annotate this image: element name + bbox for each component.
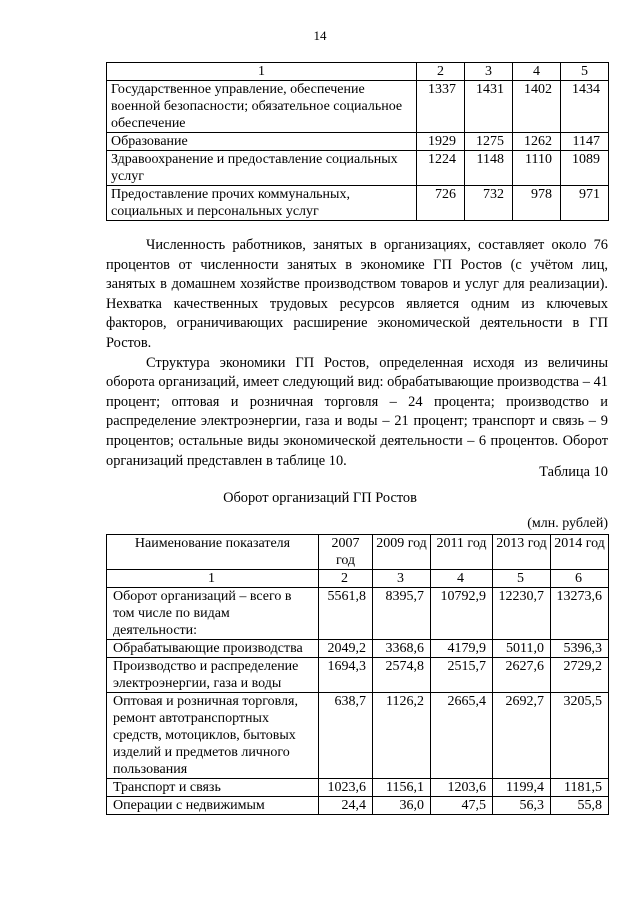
row-label: Оптовая и розничная торговля, ремонт автотранспортных средств, мотоциклов, бытовых изделий и предметов личного пользования bbox=[107, 693, 319, 779]
cell-value: 1224 bbox=[417, 151, 465, 186]
cell-value: 2692,7 bbox=[493, 693, 551, 779]
header-cell: 5 bbox=[561, 63, 609, 81]
header-cell: 2011 год bbox=[431, 535, 493, 570]
cell-value: 1089 bbox=[561, 151, 609, 186]
table-turnover bbox=[106, 534, 609, 815]
table-index-row bbox=[107, 570, 609, 588]
row-label: Оборот организаций – всего в том числе по видам деятельности: bbox=[107, 588, 319, 640]
cell-value: 1147 bbox=[561, 133, 609, 151]
cell-value: 971 bbox=[561, 186, 609, 221]
cell-value: 24,4 bbox=[319, 797, 373, 815]
cell-value: 978 bbox=[513, 186, 561, 221]
index-cell: 3 bbox=[373, 570, 431, 588]
table-row bbox=[107, 588, 609, 640]
cell-value: 5396,3 bbox=[551, 640, 609, 658]
cell-value: 2574,8 bbox=[373, 658, 431, 693]
cell-value: 2729,2 bbox=[551, 658, 609, 693]
header-cell: 2007 год bbox=[319, 535, 373, 570]
row-label: Операции с недвижимым bbox=[107, 797, 319, 815]
table-header-row bbox=[107, 535, 609, 570]
table-row bbox=[107, 779, 609, 797]
table-row bbox=[107, 797, 609, 815]
cell-value: 2515,7 bbox=[431, 658, 493, 693]
cell-value: 8395,7 bbox=[373, 588, 431, 640]
table-title: Оборот организаций ГП Ростов bbox=[223, 490, 417, 506]
cell-value: 638,7 bbox=[319, 693, 373, 779]
table-row bbox=[107, 151, 609, 186]
header-cell: 2014 год bbox=[551, 535, 609, 570]
index-cell: 4 bbox=[431, 570, 493, 588]
table-employment bbox=[106, 62, 609, 221]
cell-value: 1434 bbox=[561, 81, 609, 133]
cell-value: 4179,9 bbox=[431, 640, 493, 658]
cell-value: 2627,6 bbox=[493, 658, 551, 693]
row-label: Здравоохранение и предоставление социальных услуг bbox=[107, 151, 417, 186]
table-row bbox=[107, 640, 609, 658]
cell-value: 1431 bbox=[465, 81, 513, 133]
table-row bbox=[107, 81, 609, 133]
header-cell: 1 bbox=[107, 63, 417, 81]
paragraph: Численность работников, занятых в организациях, составляет около 76 процентов от численности занятых в экономике ГП Ростов (с учётом лиц, занятых в домашнем хозяйстве производством товаров и услуг для реализации). Нехватка качественных трудовых ресурсов является одним из ключевых факторов, ограничивающих расширение экономической деятельности в ГП Ростов. bbox=[106, 237, 608, 351]
body-text bbox=[106, 236, 608, 471]
cell-value: 1126,2 bbox=[373, 693, 431, 779]
table-row bbox=[107, 693, 609, 779]
header-cell: 2013 год bbox=[493, 535, 551, 570]
cell-value: 10792,9 bbox=[431, 588, 493, 640]
cell-value: 1110 bbox=[513, 151, 561, 186]
paragraph: Структура экономики ГП Ростов, определенная исходя из величины оборота организаций, имеет следующий вид: обрабатывающие производства – 41 процент; оптовая и розничная торговля – 24 процента; производство и распределение электроэнергии, газа и воды – 21 процент; транспорт и связь – 9 процентов; остальные виды экономической деятельности – 6 процентов. Оборот организаций представлен в таблице 10. bbox=[106, 354, 608, 469]
header-cell: 3 bbox=[465, 63, 513, 81]
cell-value: 1023,6 bbox=[319, 779, 373, 797]
cell-value: 1275 bbox=[465, 133, 513, 151]
cell-value: 3205,5 bbox=[551, 693, 609, 779]
row-label: Государственное управление, обеспечение военной безопасности; обязательное социальное обеспечение bbox=[107, 81, 417, 133]
table-unit: (млн. рублей) bbox=[527, 516, 608, 531]
table-row bbox=[107, 186, 609, 221]
cell-value: 1262 bbox=[513, 133, 561, 151]
header-cell: 2009 год bbox=[373, 535, 431, 570]
header-cell: 4 bbox=[513, 63, 561, 81]
cell-value: 1199,4 bbox=[493, 779, 551, 797]
cell-value: 3368,6 bbox=[373, 640, 431, 658]
cell-value: 1203,6 bbox=[431, 779, 493, 797]
cell-value: 726 bbox=[417, 186, 465, 221]
cell-value: 5561,8 bbox=[319, 588, 373, 640]
cell-value: 732 bbox=[465, 186, 513, 221]
page-number: 14 bbox=[313, 28, 327, 43]
table-row bbox=[107, 658, 609, 693]
cell-value: 1929 bbox=[417, 133, 465, 151]
index-cell: 2 bbox=[319, 570, 373, 588]
row-label: Предоставление прочих коммунальных, социальных и персональных услуг bbox=[107, 186, 417, 221]
row-label: Образование bbox=[107, 133, 417, 151]
cell-value: 5011,0 bbox=[493, 640, 551, 658]
cell-value: 1181,5 bbox=[551, 779, 609, 797]
table-header-row bbox=[107, 63, 609, 81]
index-cell: 1 bbox=[107, 570, 319, 588]
cell-value: 36,0 bbox=[373, 797, 431, 815]
row-label: Производство и распределение электроэнергии, газа и воды bbox=[107, 658, 319, 693]
row-label: Обрабатывающие производства bbox=[107, 640, 319, 658]
cell-value: 2049,2 bbox=[319, 640, 373, 658]
row-label: Транспорт и связь bbox=[107, 779, 319, 797]
cell-value: 56,3 bbox=[493, 797, 551, 815]
cell-value: 1402 bbox=[513, 81, 561, 133]
cell-value: 1148 bbox=[465, 151, 513, 186]
index-cell: 5 bbox=[493, 570, 551, 588]
cell-value: 13273,6 bbox=[551, 588, 609, 640]
cell-value: 47,5 bbox=[431, 797, 493, 815]
cell-value: 55,8 bbox=[551, 797, 609, 815]
cell-value: 1337 bbox=[417, 81, 465, 133]
header-cell: 2 bbox=[417, 63, 465, 81]
header-cell: Наименование показателя bbox=[107, 535, 319, 570]
cell-value: 1694,3 bbox=[319, 658, 373, 693]
index-cell: 6 bbox=[551, 570, 609, 588]
table-row bbox=[107, 133, 609, 151]
cell-value: 12230,7 bbox=[493, 588, 551, 640]
table-caption: Таблица 10 bbox=[539, 464, 608, 480]
cell-value: 1156,1 bbox=[373, 779, 431, 797]
cell-value: 2665,4 bbox=[431, 693, 493, 779]
